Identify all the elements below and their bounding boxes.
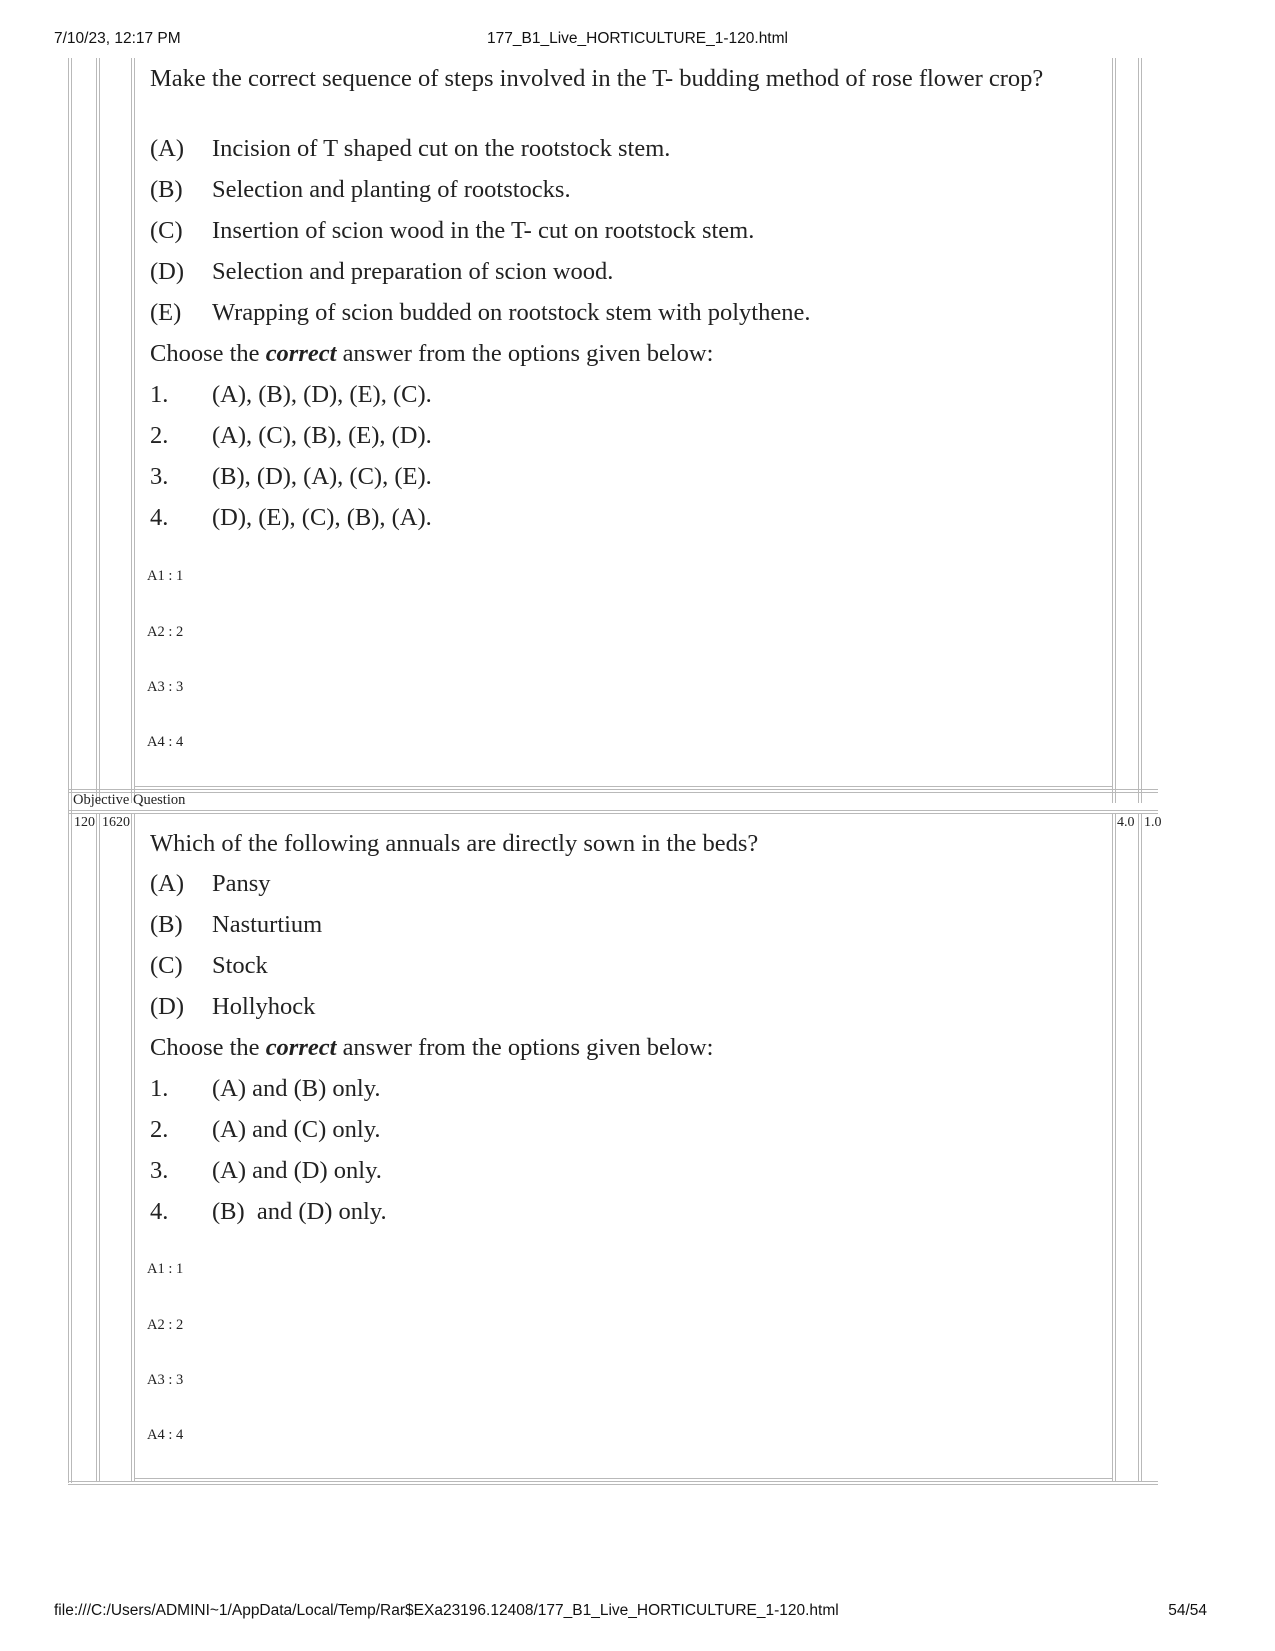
answer-option: 2. (A), (C), (B), (E), (D). — [150, 422, 432, 449]
question-text: Which of the following annuals are directly sown in the beds? — [150, 830, 759, 857]
file-path: file:///C:/Users/ADMINI~1/AppData/Local/Temp/Rar$EXa23196.12408/177_B1_Live_HORTICULTURE_1-120.html — [54, 1602, 839, 1619]
question-serial: 120 — [74, 815, 95, 830]
statement-item: (B) Nasturtium — [150, 911, 323, 938]
answer-option: 1. (A) and (B) only. — [150, 1075, 381, 1102]
answer-key: A4 : 4 — [147, 1427, 184, 1443]
statement-item: (D) Selection and preparation of scion wood. — [150, 258, 614, 285]
question-marks: 4.0 — [1117, 815, 1135, 830]
answer-key: A2 : 2 — [147, 624, 184, 640]
question-type-label: Objective Question — [73, 792, 186, 808]
answer-option: 1. (A), (B), (D), (E), (C). — [150, 381, 432, 408]
answer-key: A1 : 1 — [147, 1261, 184, 1277]
question-id: 1620 — [102, 815, 130, 830]
answer-option: 4. (B) and (D) only. — [150, 1198, 387, 1225]
answer-option: 3. (B), (D), (A), (C), (E). — [150, 463, 432, 490]
statement-item: (A) Pansy — [150, 870, 271, 897]
statement-item: (B) Selection and planting of rootstocks. — [150, 176, 571, 203]
page-number: 54/54 — [1168, 1602, 1207, 1619]
statement-item: (E) Wrapping of scion budded on rootstock stem with polythene. — [150, 299, 811, 326]
print-title: 177_B1_Live_HORTICULTURE_1-120.html — [487, 30, 788, 47]
answer-option: 4. (D), (E), (C), (B), (A). — [150, 504, 432, 531]
question-negative-marks: 1.0 — [1144, 815, 1162, 830]
answer-key: A3 : 3 — [147, 679, 184, 695]
statement-item: (C) Insertion of scion wood in the T- cut on rootstock stem. — [150, 217, 755, 244]
answer-key: A2 : 2 — [147, 1317, 184, 1333]
statement-item: (D) Hollyhock — [150, 993, 316, 1020]
statement-item: (A) Incision of T shaped cut on the rootstock stem. — [150, 135, 671, 162]
answer-key: A1 : 1 — [147, 568, 184, 584]
instruction-text: Choose the correct answer from the options given below: — [150, 340, 714, 367]
answer-key: A4 : 4 — [147, 734, 184, 750]
instruction-text: Choose the correct answer from the options given below: — [150, 1034, 714, 1061]
answer-option: 2. (A) and (C) only. — [150, 1116, 381, 1143]
statement-item: (C) Stock — [150, 952, 268, 979]
question-text: Make the correct sequence of steps involved in the T- budding method of rose flower crop? — [150, 65, 1044, 92]
answer-option: 3. (A) and (D) only. — [150, 1157, 382, 1184]
answer-key: A3 : 3 — [147, 1372, 184, 1388]
print-timestamp: 7/10/23, 12:17 PM — [54, 30, 181, 47]
